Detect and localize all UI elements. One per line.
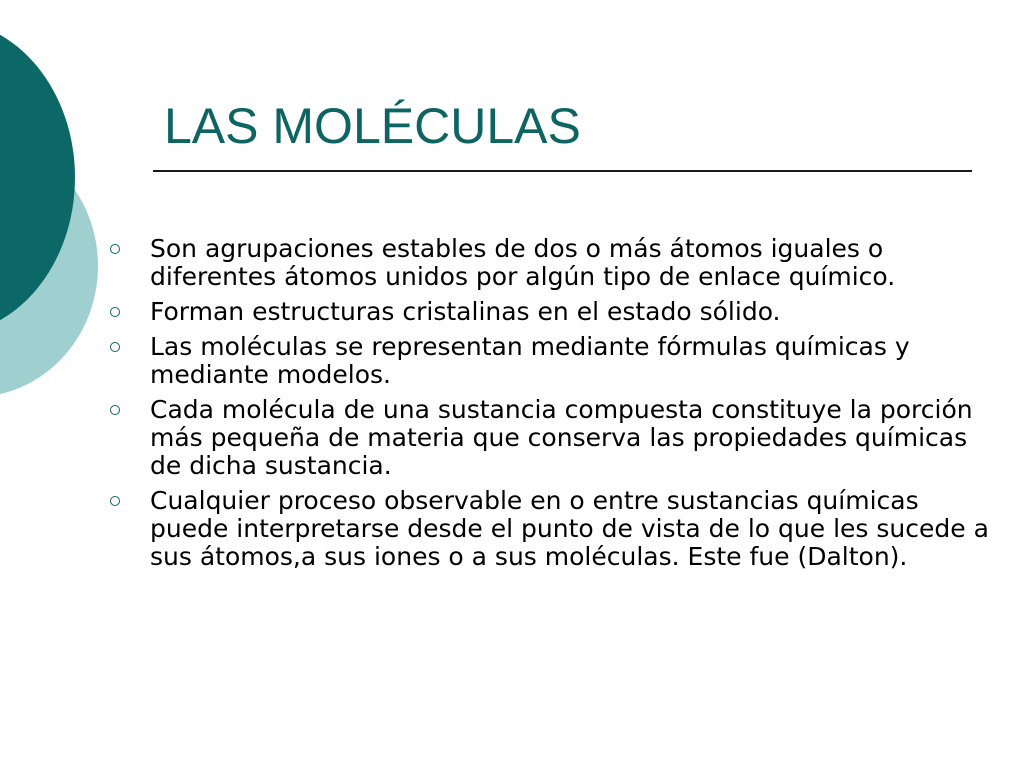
slide-title: LAS MOLÉCULAS bbox=[164, 98, 581, 154]
bullet-item bbox=[110, 298, 1000, 326]
bullet-text: Cualquier proceso observable en o entre sustancias químicas puede interpretarse desde el punto de vista de lo que les sucede a sus átomos,a sus iones o a sus moléculas. Este fue (Dalton). bbox=[150, 486, 989, 571]
hollow-circle-bullet-icon bbox=[110, 307, 120, 317]
hollow-circle-bullet-icon bbox=[110, 496, 120, 506]
hollow-circle-bullet-icon bbox=[110, 342, 120, 352]
bullet-item bbox=[110, 235, 1000, 291]
title-divider bbox=[153, 170, 972, 172]
bullet-text: Forman estructuras cristalinas en el estado sólido. bbox=[150, 297, 781, 326]
hollow-circle-bullet-icon bbox=[110, 405, 120, 415]
bullet-list bbox=[110, 235, 1000, 578]
bullet-item bbox=[110, 333, 1000, 389]
bullet-item bbox=[110, 487, 1000, 571]
bullet-text: Son agrupaciones estables de dos o más átomos iguales o diferentes átomos unidos por algún tipo de enlace químico. bbox=[150, 234, 896, 291]
bullet-text: Las moléculas se representan mediante fórmulas químicas y mediante modelos. bbox=[150, 332, 910, 389]
bullet-item bbox=[110, 396, 1000, 480]
hollow-circle-bullet-icon bbox=[110, 244, 120, 254]
bullet-text: Cada molécula de una sustancia compuesta constituye la porción más pequeña de materia que conserva las propiedades químicas de dicha sustancia. bbox=[150, 395, 973, 480]
